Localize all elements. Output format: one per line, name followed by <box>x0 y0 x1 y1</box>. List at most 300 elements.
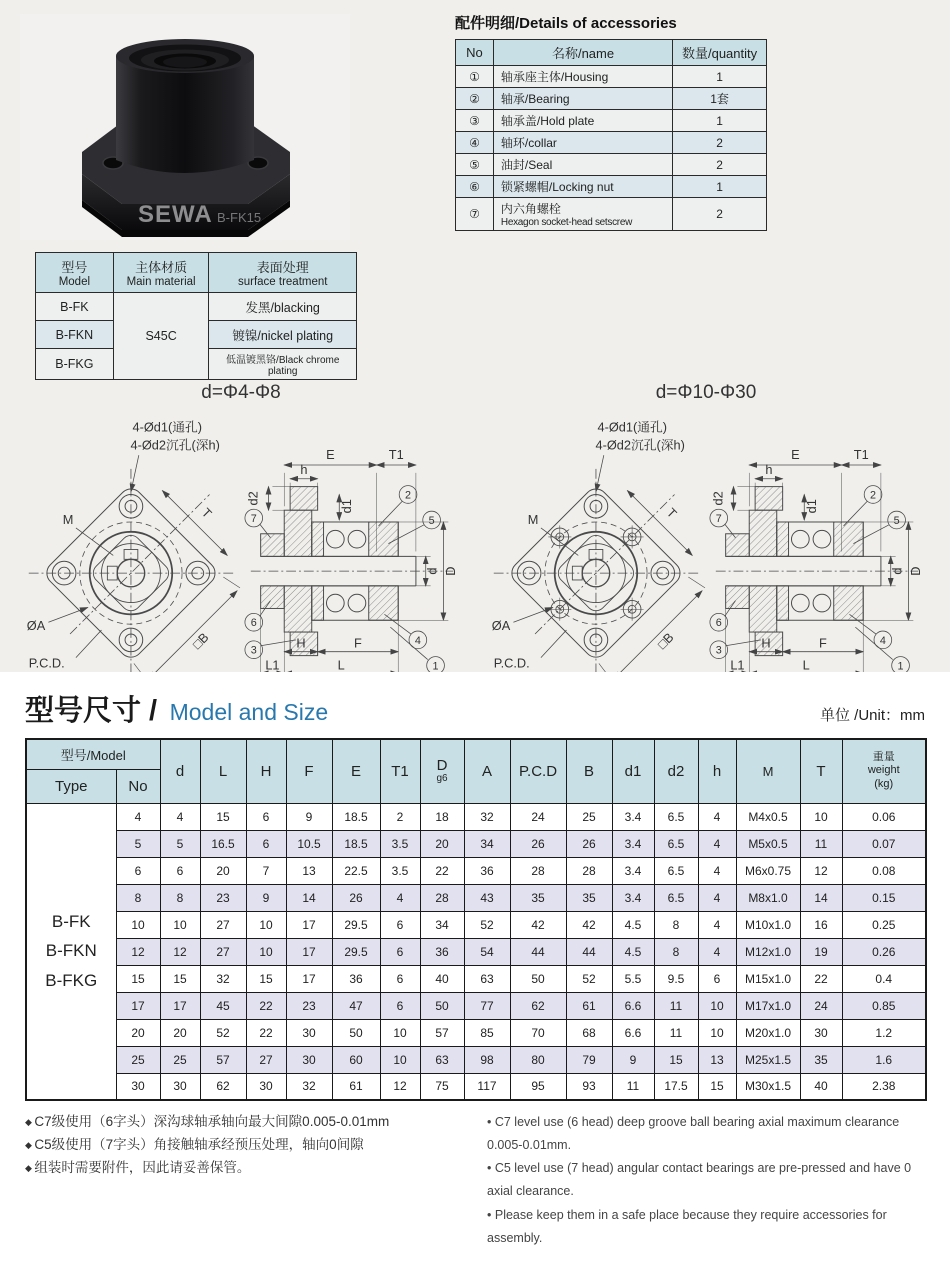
size-value-cell: 10 <box>246 938 286 965</box>
accessory-row <box>456 110 767 132</box>
size-value-cell: 26 <box>510 830 566 857</box>
note-item: ◆ C7级使用（6字头）深沟球轴承轴向最大间隙0.005-0.01mm <box>25 1111 487 1134</box>
accessory-qty: 1 <box>673 66 767 88</box>
size-value-cell: 19 <box>800 938 842 965</box>
size-row <box>26 992 926 1019</box>
size-value-cell: 7 <box>246 857 286 884</box>
label-PCD: P.C.D. <box>28 655 65 671</box>
callout-3: 3 <box>715 644 722 657</box>
size-value-cell: 32 <box>464 803 510 830</box>
size-value-cell: 6 <box>380 992 420 1019</box>
accessory-name: 锁紧螺帽/Locking nut <box>493 176 672 198</box>
size-value-cell: 20 <box>420 830 464 857</box>
accessories-body <box>456 66 767 231</box>
size-value-cell: 15 <box>698 1073 736 1100</box>
material-col-material-en: Main material <box>126 276 196 288</box>
size-value-cell: 27 <box>200 938 246 965</box>
size-value-cell: 6 <box>380 938 420 965</box>
drawing-title: d=Φ10-Φ30 <box>655 382 757 403</box>
label-d1: d1 <box>339 499 355 514</box>
size-value-cell: 80 <box>510 1046 566 1073</box>
accessory-qty: 1 <box>673 176 767 198</box>
size-value-cell: 4 <box>698 830 736 857</box>
size-no-cell: 12 <box>116 938 160 965</box>
size-value-cell: 34 <box>464 830 510 857</box>
callout-6: 6 <box>715 617 722 630</box>
size-row <box>26 938 926 965</box>
size-value-cell: 12 <box>800 857 842 884</box>
size-value-cell: 85 <box>464 1019 510 1046</box>
section-view <box>710 465 918 677</box>
size-value-cell: 95 <box>510 1073 566 1100</box>
size-value-cell: 22 <box>420 857 464 884</box>
size-value-cell: 6.6 <box>612 1019 654 1046</box>
size-col-B: B <box>566 739 612 803</box>
leader-holes-note <box>596 455 604 491</box>
label-D: D <box>908 566 924 576</box>
size-col-weight-zh: 重量 <box>872 750 895 763</box>
label-M: M <box>62 511 74 527</box>
size-value-cell: 1.6 <box>842 1046 926 1073</box>
size-value-cell: 1.2 <box>842 1019 926 1046</box>
size-value-cell: 0.08 <box>842 857 926 884</box>
size-value-cell: 117 <box>464 1073 510 1100</box>
accessory-row <box>456 154 767 176</box>
callout-1: 1 <box>432 660 439 673</box>
material-col-surface <box>209 253 357 293</box>
size-col-D-main: D <box>436 756 448 774</box>
material-col-material <box>113 253 209 293</box>
size-value-cell: 20 <box>200 857 246 884</box>
leader-A <box>513 607 552 622</box>
size-value-cell: 17 <box>286 965 332 992</box>
accessory-no: ⑥ <box>456 176 494 198</box>
size-value-cell: 93 <box>566 1073 612 1100</box>
size-value-cell: 35 <box>566 884 612 911</box>
size-col-d1: d1 <box>612 739 654 803</box>
technical-drawing <box>480 404 932 695</box>
accessories-header-row <box>456 40 767 66</box>
size-type-cell: B-FK B-FKN B-FKG <box>26 803 116 1100</box>
size-value-cell: 45 <box>200 992 246 1019</box>
size-value-cell: 52 <box>566 965 612 992</box>
size-value-cell: 14 <box>800 884 842 911</box>
accessory-qty: 2 <box>673 154 767 176</box>
size-value-cell: 9 <box>286 803 332 830</box>
label-T: T <box>198 504 215 521</box>
size-col-D-tolerance: g6 <box>436 772 448 784</box>
size-col-L: L <box>200 739 246 803</box>
size-value-cell: 0.4 <box>842 965 926 992</box>
size-no-cell: 17 <box>116 992 160 1019</box>
size-value-cell: 35 <box>800 1046 842 1073</box>
size-value-cell: 22 <box>246 992 286 1019</box>
dim-T <box>162 491 227 556</box>
size-value-cell: 10 <box>380 1019 420 1046</box>
size-col-weight <box>842 739 926 803</box>
size-value-cell: 20 <box>160 1019 200 1046</box>
leader-A <box>48 607 87 622</box>
size-value-cell: 44 <box>510 938 566 965</box>
notes-en <box>487 1111 925 1250</box>
size-row <box>26 803 926 830</box>
size-value-cell: M4x0.5 <box>736 803 800 830</box>
size-value-cell: 25 <box>566 803 612 830</box>
label-PCD: P.C.D. <box>493 655 530 671</box>
label-B: □B <box>654 629 677 652</box>
material-col-model <box>36 253 114 293</box>
size-value-cell: 40 <box>420 965 464 992</box>
label-T: T <box>663 504 680 521</box>
size-header <box>25 688 925 729</box>
material-section <box>35 252 357 380</box>
size-value-cell: 18.5 <box>332 803 380 830</box>
size-value-cell: 15 <box>200 803 246 830</box>
size-row <box>26 884 926 911</box>
size-value-cell: 75 <box>420 1073 464 1100</box>
dim-B <box>614 591 702 679</box>
accessory-qty: 2 <box>673 132 767 154</box>
label-A: ØA <box>491 618 511 634</box>
size-value-cell: 60 <box>332 1046 380 1073</box>
size-value-cell: 30 <box>160 1073 200 1100</box>
size-value-cell: 10 <box>698 992 736 1019</box>
product-photo <box>20 14 350 240</box>
size-value-cell: 2 <box>380 803 420 830</box>
size-value-cell: 24 <box>510 803 566 830</box>
size-value-cell: 15 <box>246 965 286 992</box>
size-value-cell: 3.4 <box>612 803 654 830</box>
size-value-cell: 50 <box>332 1019 380 1046</box>
size-value-cell: 12 <box>160 938 200 965</box>
callout-5: 5 <box>893 514 900 527</box>
size-value-cell: 13 <box>286 857 332 884</box>
size-col-h: h <box>698 739 736 803</box>
label-A: ØA <box>26 618 46 634</box>
label-h: h <box>300 461 308 477</box>
size-value-cell: M15x1.0 <box>736 965 800 992</box>
note-item: ◆ 组装时需要附件，因此请妥善保管。 <box>25 1157 487 1180</box>
size-value-cell: 22 <box>246 1019 286 1046</box>
size-value-cell: 57 <box>200 1046 246 1073</box>
label-d: d <box>424 567 440 575</box>
holes-note-1: 4-Ød1(通孔) <box>132 419 203 435</box>
size-value-cell: 0.26 <box>842 938 926 965</box>
size-value-cell: 0.06 <box>842 803 926 830</box>
size-col-type: Type <box>26 769 116 803</box>
material-col-surface-zh: 表面处理 <box>256 260 309 275</box>
accessory-row <box>456 198 767 231</box>
size-value-cell: 17.5 <box>654 1073 698 1100</box>
accessory-no: ① <box>456 66 494 88</box>
accessories-col-qty: 数量/quantity <box>673 40 767 66</box>
size-value-cell: M25x1.5 <box>736 1046 800 1073</box>
size-value-cell: M20x1.0 <box>736 1019 800 1046</box>
size-value-cell: 11 <box>654 992 698 1019</box>
size-row <box>26 1019 926 1046</box>
size-value-cell: 43 <box>464 884 510 911</box>
size-value-cell: 4 <box>160 803 200 830</box>
size-value-cell: 6 <box>380 911 420 938</box>
size-value-cell: 17 <box>286 911 332 938</box>
size-row <box>26 1073 926 1100</box>
accessory-no: ④ <box>456 132 494 154</box>
note-item: ◆ C5级使用（7字头）角接触轴承经预压处理，轴向0间隙 <box>25 1134 487 1157</box>
callout-6: 6 <box>250 617 257 630</box>
size-value-cell: 10 <box>380 1046 420 1073</box>
callout-5: 5 <box>428 514 435 527</box>
size-col-H: H <box>246 739 286 803</box>
cylinder-body <box>116 56 254 173</box>
size-value-cell: 4.5 <box>612 938 654 965</box>
size-value-cell: 6.5 <box>654 803 698 830</box>
size-col-d2: d2 <box>654 739 698 803</box>
size-col-T1: T1 <box>380 739 420 803</box>
label-T1: T1 <box>853 447 869 463</box>
size-value-cell: 26 <box>332 884 380 911</box>
size-value-cell: 28 <box>420 884 464 911</box>
accessory-no: ⑦ <box>456 198 494 231</box>
material-model: B-FK <box>36 293 114 321</box>
size-row <box>26 965 926 992</box>
size-value-cell: 10 <box>698 1019 736 1046</box>
label-d1: d1 <box>804 499 820 514</box>
note-item: • Please keep them in a safe place because they require accessories for assembly. <box>487 1204 925 1250</box>
size-value-cell: 32 <box>200 965 246 992</box>
brand-model: B-FK15 <box>217 210 262 225</box>
accessories-col-name: 名称/name <box>493 40 672 66</box>
material-table <box>35 252 357 380</box>
size-value-cell: 4 <box>698 911 736 938</box>
size-no-cell: 20 <box>116 1019 160 1046</box>
callout-7: 7 <box>715 512 722 525</box>
size-value-cell: 6 <box>246 803 286 830</box>
label-d2: d2 <box>710 491 726 506</box>
brand-logo: SEWA <box>138 201 213 228</box>
material-treatment: 镀镍/nickel plating <box>209 321 357 349</box>
size-value-cell: 23 <box>200 884 246 911</box>
size-value-cell: 28 <box>566 857 612 884</box>
size-value-cell: M10x1.0 <box>736 911 800 938</box>
size-no-cell: 5 <box>116 830 160 857</box>
size-col-D <box>420 739 464 803</box>
dim-B <box>149 591 237 679</box>
front-view <box>491 455 705 680</box>
callout-3: 3 <box>250 644 257 657</box>
size-col-M: M <box>736 739 800 803</box>
label-H: H <box>296 635 306 651</box>
size-value-cell: 16.5 <box>200 830 246 857</box>
accessory-name: 轴承座主体/Housing <box>493 66 672 88</box>
size-value-cell: 36 <box>332 965 380 992</box>
accessory-row <box>456 66 767 88</box>
size-value-cell: 12 <box>380 1073 420 1100</box>
size-value-cell: 16 <box>800 911 842 938</box>
size-value-cell: 57 <box>420 1019 464 1046</box>
size-value-cell: 15 <box>160 965 200 992</box>
size-col-F: F <box>286 739 332 803</box>
label-D: D <box>443 566 459 576</box>
size-no-cell: 8 <box>116 884 160 911</box>
size-value-cell: 11 <box>654 1019 698 1046</box>
label-d: d <box>889 567 905 575</box>
label-H: H <box>761 635 771 651</box>
callout-2: 2 <box>870 489 877 502</box>
size-value-cell: 30 <box>800 1019 842 1046</box>
size-value-cell: 30 <box>286 1046 332 1073</box>
unit-label: 单位 /Unit：mm <box>819 707 925 724</box>
size-value-cell: 22.5 <box>332 857 380 884</box>
notes-section <box>25 1111 925 1250</box>
leader-PCD <box>541 630 567 658</box>
size-value-cell: 4 <box>698 857 736 884</box>
size-value-cell: 40 <box>800 1073 842 1100</box>
notes-zh <box>25 1111 487 1250</box>
technical-drawing <box>15 404 467 695</box>
size-value-cell: M12x1.0 <box>736 938 800 965</box>
size-value-cell: 5 <box>160 830 200 857</box>
size-value-cell: 30 <box>286 1019 332 1046</box>
size-value-cell: 17 <box>286 938 332 965</box>
size-value-cell: 44 <box>566 938 612 965</box>
size-value-cell: 11 <box>800 830 842 857</box>
material-model: B-FKG <box>36 349 114 380</box>
accessory-name: 轴承盖/Hold plate <box>493 110 672 132</box>
size-value-cell: 70 <box>510 1019 566 1046</box>
size-value-cell: 61 <box>332 1073 380 1100</box>
size-value-cell: 27 <box>200 911 246 938</box>
size-value-cell: M30x1.5 <box>736 1073 800 1100</box>
size-col-PCD: P.C.D <box>510 739 566 803</box>
accessory-qty: 1 <box>673 110 767 132</box>
size-row <box>26 857 926 884</box>
size-value-cell: 50 <box>510 965 566 992</box>
size-value-cell: 32 <box>286 1073 332 1100</box>
label-M: M <box>527 511 539 527</box>
size-value-cell: 68 <box>566 1019 612 1046</box>
size-value-cell: 9 <box>612 1046 654 1073</box>
size-value-cell: 6.5 <box>654 884 698 911</box>
drawing-left <box>15 382 467 695</box>
size-value-cell: 4 <box>698 803 736 830</box>
size-value-cell: M6x0.75 <box>736 857 800 884</box>
size-value-cell: 24 <box>800 992 842 1019</box>
accessory-qty: 2 <box>673 198 767 231</box>
callout-1: 1 <box>897 660 904 673</box>
size-value-cell: 50 <box>420 992 464 1019</box>
accessory-row <box>456 176 767 198</box>
size-value-cell: 18 <box>420 803 464 830</box>
section-view <box>245 465 453 677</box>
size-value-cell: 26 <box>566 830 612 857</box>
label-T1: T1 <box>388 447 404 463</box>
size-value-cell: 6 <box>246 830 286 857</box>
size-value-cell: 14 <box>286 884 332 911</box>
size-value-cell: 3.5 <box>380 857 420 884</box>
leader-PCD <box>76 630 102 658</box>
size-value-cell: 42 <box>510 911 566 938</box>
size-table-body <box>26 803 926 1100</box>
label-L: L <box>802 657 810 673</box>
size-value-cell: 42 <box>566 911 612 938</box>
material-col-model-zh: 型号 <box>61 260 88 275</box>
holes-note-2: 4-Ød2沉孔(深h) <box>595 437 685 453</box>
size-value-cell: 4 <box>698 884 736 911</box>
size-value-cell: 6.5 <box>654 857 698 884</box>
size-value-cell: 25 <box>160 1046 200 1073</box>
size-value-cell: 15 <box>654 1046 698 1073</box>
accessory-name: 油封/Seal <box>493 154 672 176</box>
size-value-cell: 8 <box>654 911 698 938</box>
size-value-cell: 0.85 <box>842 992 926 1019</box>
size-value-cell: 5.5 <box>612 965 654 992</box>
accessory-qty: 1套 <box>673 88 767 110</box>
bottom-section <box>0 672 950 1262</box>
label-B: □B <box>189 629 212 652</box>
size-value-cell: 29.5 <box>332 938 380 965</box>
size-value-cell: 36 <box>464 857 510 884</box>
size-value-cell: 2.38 <box>842 1073 926 1100</box>
material-row <box>36 293 357 321</box>
front-view <box>26 455 240 680</box>
size-value-cell: 54 <box>464 938 510 965</box>
callout-7: 7 <box>250 512 257 525</box>
size-col-weight-en: weight <box>867 764 900 777</box>
accessory-no: ② <box>456 88 494 110</box>
size-value-cell: 47 <box>332 992 380 1019</box>
size-value-cell: 28 <box>510 857 566 884</box>
size-value-cell: 22 <box>800 965 842 992</box>
size-value-cell: 63 <box>464 965 510 992</box>
size-row <box>26 1046 926 1073</box>
size-col-weight-unit: (kg) <box>874 778 894 791</box>
size-value-cell: 62 <box>200 1073 246 1100</box>
size-value-cell: 30 <box>246 1073 286 1100</box>
size-value-cell: 10 <box>160 911 200 938</box>
material-model: B-FKN <box>36 321 114 349</box>
size-value-cell: 27 <box>246 1046 286 1073</box>
material-value: S45C <box>113 293 209 380</box>
size-value-cell: 79 <box>566 1046 612 1073</box>
label-L1: L1 <box>730 657 745 673</box>
size-value-cell: 18.5 <box>332 830 380 857</box>
material-col-surface-en: surface treatment <box>237 276 328 288</box>
size-value-cell: 10 <box>246 911 286 938</box>
size-col-model: 型号/Model <box>26 739 160 769</box>
accessory-name: 轴承/Bearing <box>493 88 672 110</box>
size-value-cell: 13 <box>698 1046 736 1073</box>
size-value-cell: 29.5 <box>332 911 380 938</box>
accessory-name: 轴环/collar <box>493 132 672 154</box>
size-value-cell: 3.4 <box>612 830 654 857</box>
size-value-cell: 9.5 <box>654 965 698 992</box>
size-col-d: d <box>160 739 200 803</box>
accessory-name: 内六角螺栓 Hexagon socket-head setscrew <box>493 198 672 231</box>
label-d2: d2 <box>245 491 261 506</box>
accessory-no: ③ <box>456 110 494 132</box>
size-value-cell: M8x1.0 <box>736 884 800 911</box>
material-treatment: 发黑/blacking <box>209 293 357 321</box>
size-value-cell: 61 <box>566 992 612 1019</box>
size-row <box>26 911 926 938</box>
label-E: E <box>326 447 335 463</box>
size-value-cell: 77 <box>464 992 510 1019</box>
size-value-cell: 9 <box>246 884 286 911</box>
size-value-cell: 52 <box>464 911 510 938</box>
callout-4: 4 <box>879 634 886 647</box>
accessories-section <box>455 12 767 231</box>
size-title <box>25 688 328 729</box>
